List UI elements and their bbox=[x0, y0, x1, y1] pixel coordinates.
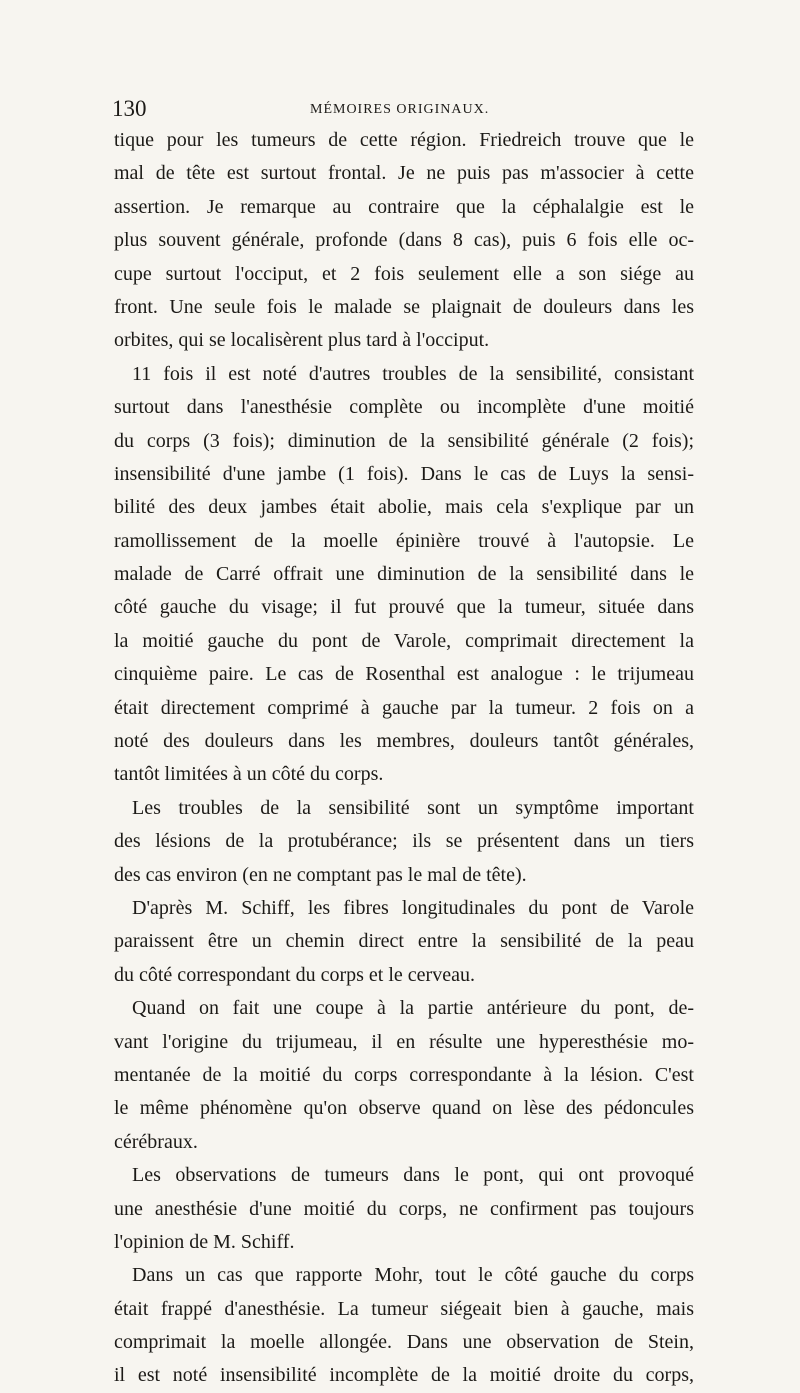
text-line: il est noté insensibilité incomplète de la moitié droite du corps, bbox=[114, 1364, 694, 1387]
text-line: plus souvent générale, profonde (dans 8 cas), puis 6 fois elle oc- bbox=[114, 229, 694, 252]
text-line: mal de tête est surtout frontal. Je ne puis pas m'associer à cette bbox=[114, 162, 694, 185]
text-line: des lésions de la protubérance; ils se présentent dans un tiers bbox=[114, 830, 694, 853]
text-line: front. Une seule fois le malade se plaignait de douleurs dans les bbox=[114, 295, 694, 318]
text-line: orbites, qui se localisèrent plus tard à l'occiput. bbox=[114, 329, 490, 352]
page-header bbox=[112, 96, 692, 126]
text-line: cérébraux. bbox=[114, 1130, 198, 1153]
text-line: Quand on fait une coupe à la partie antérieure du pont, de- bbox=[132, 997, 694, 1020]
text-line: l'opinion de M. Schiff. bbox=[114, 1230, 295, 1253]
text-line: surtout dans l'anesthésie complète ou incomplète d'une moitié bbox=[114, 396, 694, 419]
text-line: cinquième paire. Le cas de Rosenthal est analogue : le trijumeau bbox=[114, 663, 694, 686]
text-line: vant l'origine du trijumeau, il en résulte une hyperesthésie mo- bbox=[114, 1030, 694, 1053]
text-line: noté des douleurs dans les membres, douleurs tantôt générales, bbox=[114, 730, 694, 753]
text-line: tantôt limitées à un côté du corps. bbox=[114, 763, 384, 786]
text-line: insensibilité d'une jambe (1 fois). Dans le cas de Luys la sensi- bbox=[114, 462, 694, 485]
text-line: Les troubles de la sensibilité sont un symptôme important bbox=[132, 796, 694, 819]
text-line: D'après M. Schiff, les fibres longitudinales du pont de Varole bbox=[132, 896, 694, 919]
text-line: était directement comprimé à gauche par la tumeur. 2 fois on a bbox=[114, 696, 694, 719]
text-line: la moitié gauche du pont de Varole, comprimait directement la bbox=[114, 629, 694, 652]
page-number: 130 bbox=[112, 96, 147, 121]
text-line: mentanée de la moitié du corps correspondante à la lésion. C'est bbox=[114, 1063, 694, 1086]
text-line: une anesthésie d'une moitié du corps, ne confirment pas toujours bbox=[114, 1197, 694, 1220]
text-line: Les observations de tumeurs dans le pont, qui ont provoqué bbox=[132, 1164, 694, 1187]
body-text bbox=[114, 124, 694, 1393]
text-line: cupe surtout l'occiput, et 2 fois seulement elle a son siége au bbox=[114, 262, 694, 285]
text-line: assertion. Je remarque au contraire que la céphalalgie est le bbox=[114, 195, 694, 218]
text-line: tique pour les tumeurs de cette région. Friedreich trouve que le bbox=[114, 129, 694, 151]
text-line: ramollissement de la moelle épinière trouvé à l'autopsie. Le bbox=[114, 529, 694, 552]
running-title: MÉMOIRES ORIGINAUX. bbox=[310, 102, 490, 117]
text-line: le même phénomène qu'on observe quand on lèse des pédoncules bbox=[114, 1097, 694, 1120]
text-line: côté gauche du visage; il fut prouvé que la tumeur, située dans bbox=[114, 596, 694, 619]
text-line: était frappé d'anesthésie. La tumeur siégeait bien à gauche, mais bbox=[114, 1297, 694, 1320]
text-line: du côté correspondant du corps et le cerveau. bbox=[114, 963, 475, 986]
text-line: Dans un cas que rapporte Mohr, tout le côté gauche du corps bbox=[132, 1264, 694, 1287]
text-line: du corps (3 fois); diminution de la sensibilité générale (2 fois); bbox=[114, 429, 694, 452]
text-line: malade de Carré offrait une diminution de la sensibilité dans le bbox=[114, 563, 694, 586]
text-line: 11 fois il est noté d'autres troubles de la sensibilité, consistant bbox=[132, 362, 694, 385]
text-line: bilité des deux jambes était abolie, mais cela s'explique par un bbox=[114, 496, 694, 519]
text-line: paraissent être un chemin direct entre la sensibilité de la peau bbox=[114, 930, 694, 953]
text-line: comprimait la moelle allongée. Dans une observation de Stein, bbox=[114, 1331, 694, 1354]
text-line: des cas environ (en ne comptant pas le mal de tête). bbox=[114, 863, 527, 886]
